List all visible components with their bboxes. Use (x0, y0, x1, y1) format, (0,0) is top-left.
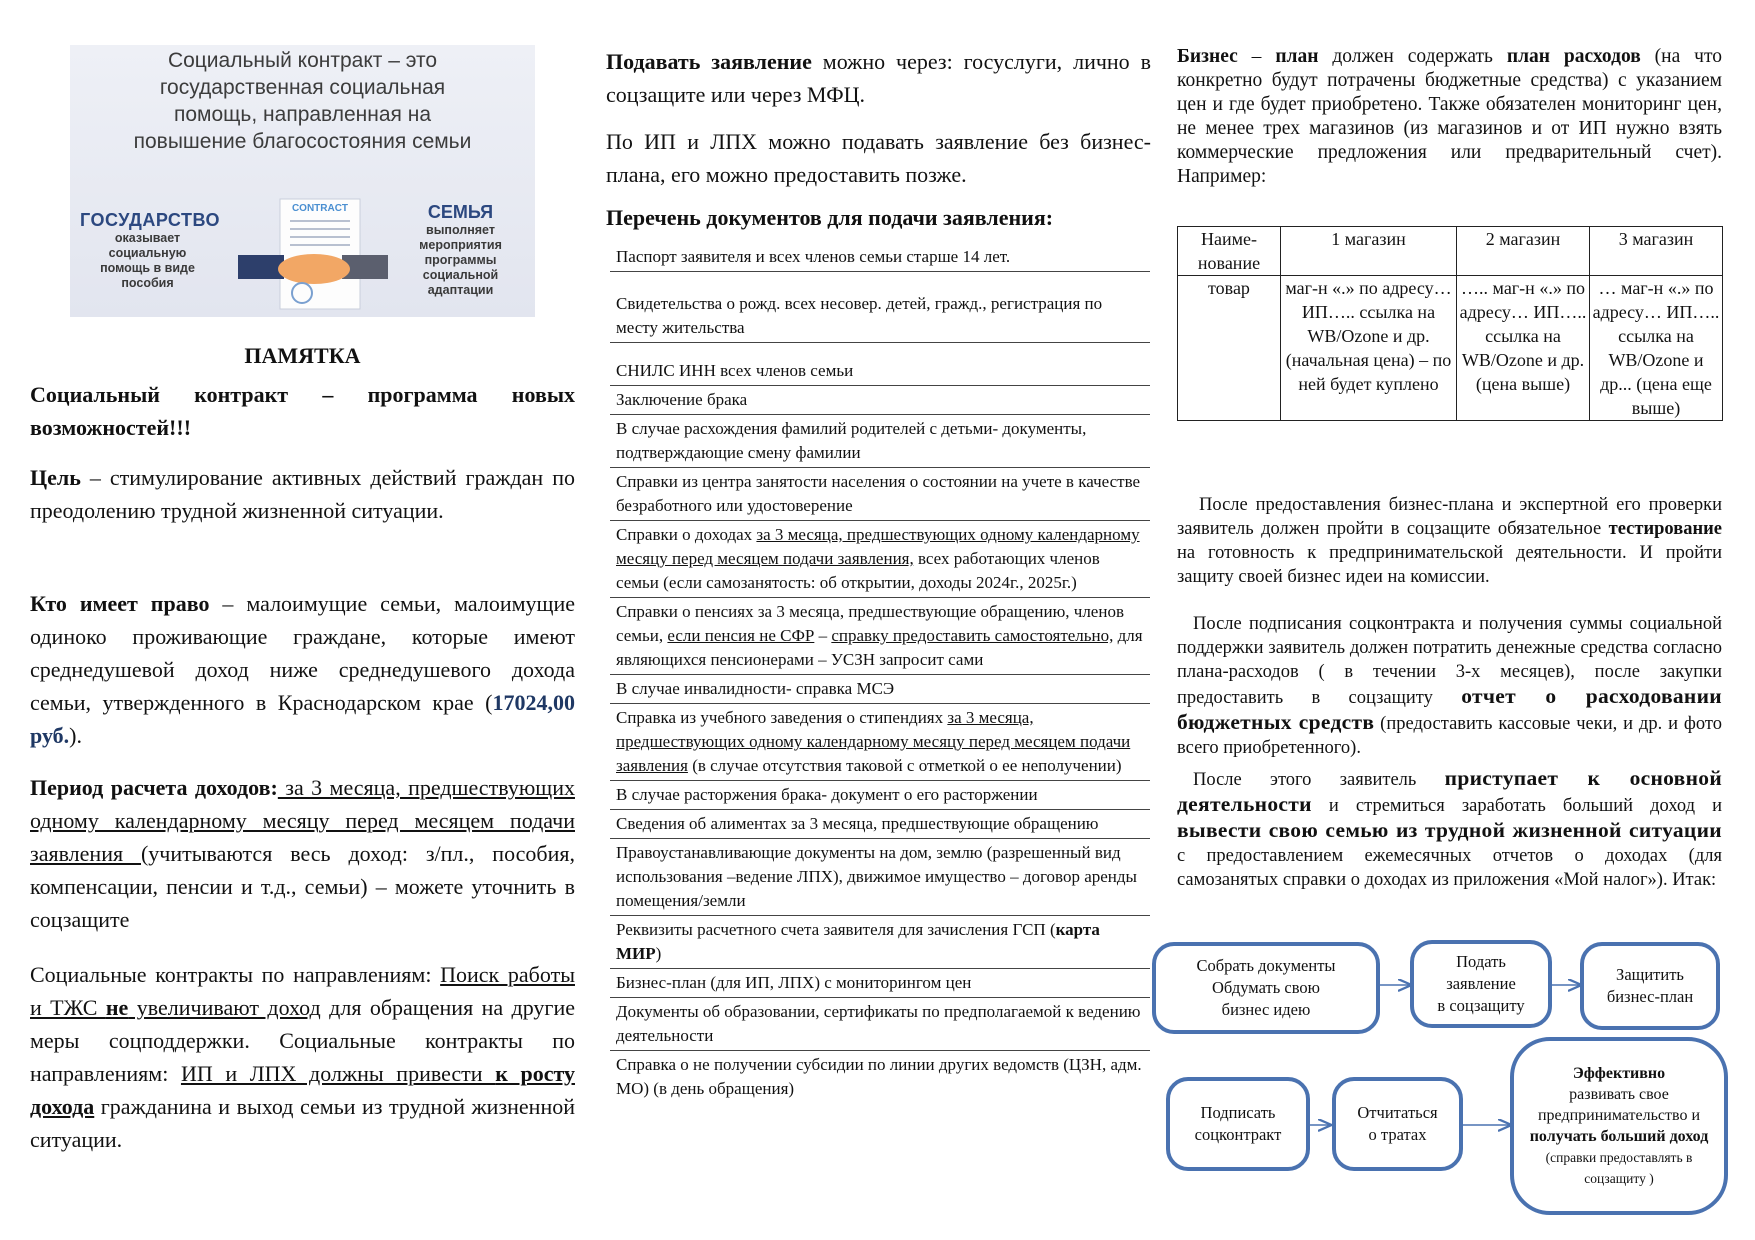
document-list-item: В случае инвалидности- справка МСЭ (610, 675, 1150, 704)
ip-note-paragraph: По ИП и ЛПХ можно подавать заявление без бизнес-плана, его можно предоставить позже. (606, 129, 1151, 187)
banner-title-line: повышение благосостояния семьи (133, 130, 472, 153)
bp-text: должен содержать (1318, 46, 1507, 67)
flow-step-text: о тратах (1368, 1125, 1427, 1144)
doc-underlined: за 3 месяца, предшествующих одному календарному месяцу перед месяцем подачи заявления (616, 708, 1131, 775)
motto-text: Социальный контракт – программа новых возможностей!!! (30, 382, 575, 440)
banner-family-heading: СЕМЬЯ (427, 202, 494, 222)
flow-step-text: Обдумать свою (1211, 978, 1320, 997)
contracts-text: для обращения на другие меры соцподдержки. Социальные контракты по направлениям: (30, 995, 575, 1086)
bp-text: – (1237, 46, 1276, 67)
income-period-underlined: за 3 месяца, предшествующих одному календарному месяцу перед месяцем подачи заявления (30, 775, 575, 866)
activity-text: После этого заявитель (1193, 770, 1445, 790)
page-title: ПАМЯТКА (244, 343, 361, 368)
flow-step-text: Подписать (1200, 1103, 1276, 1122)
testing-text: на готовность к предпринимательской деятельности. И пройти защиту своей бизнес идеи на комиссии. (1177, 543, 1722, 587)
table-header-cell: 2 магазин (1457, 227, 1590, 276)
flow-step-bold: Эффективно (1572, 1065, 1666, 1082)
testing-bold: тестирование (1608, 519, 1722, 539)
contracts-bold: к росту дохода (30, 1061, 575, 1119)
report-bold: отчет о расходовании бюджетных средств (1177, 684, 1722, 734)
banner-state-heading: ГОСУДАРСТВО (80, 210, 220, 230)
banner-family-line: адаптации (427, 283, 494, 297)
eligibility-end: ). (69, 723, 82, 748)
document-list-item: Справки из центра занятости населения о состоянии на учете в качестве безработного или удостоверение (610, 468, 1150, 521)
document-list-heading: Перечень документов для подачи заявления: (606, 205, 1054, 230)
income-period-label: Период расчета доходов: (30, 775, 278, 800)
submission-label: Подавать заявление (606, 49, 812, 74)
flow-step-bold: получать больший доход (1529, 1128, 1709, 1145)
activity-bold: вывести свою семью из трудной жизненной ситуации (1177, 818, 1722, 842)
eligibility-text: – малоимущие семьи, малоимущие одиноко проживающие граждане, которые имеют среднедушевой доход ниже среднедушевого дохода семьи, утвержденного в Краснодарском крае ( (30, 591, 576, 715)
submission-text: можно через: госуслуги, лично в соцзащите или через МФЦ. (606, 49, 1151, 107)
document-list-item: Паспорт заявителя и всех членов семьи старше 14 лет. (610, 243, 1150, 272)
banner-family-line: программы (424, 253, 497, 267)
flow-step-text: (справки предоставлять в соцзащиту ) (1545, 1150, 1693, 1186)
contracts-underlined: Поиск работы и ТЖС (30, 962, 575, 1020)
goal-text: – стимулирование активных действий граждан по преодолению трудной жизненной ситуации. (30, 465, 575, 523)
banner-state-line: пособия (121, 276, 174, 290)
contracts-bold: не (105, 995, 129, 1020)
flow-step-text: Отчитаться (1357, 1103, 1438, 1122)
doc-bold: карта МИР (616, 920, 1100, 963)
banner-family-line: социальной (422, 268, 499, 282)
flow-step-develop-business (1510, 1037, 1728, 1215)
flow-step-collect-documents (1152, 942, 1380, 1034)
banner-state-line: помощь в виде (100, 261, 195, 275)
document-list-item: Бизнес-план (для ИП, ЛПХ) с мониторингом цен (610, 969, 1150, 998)
table-header-cell: 1 магазин (1281, 227, 1457, 276)
doc-text: (в случае отсутствия таковой с отметкой о ее неполучении) (687, 756, 1122, 775)
flow-step-report-spending (1332, 1077, 1463, 1171)
flow-step-sign-contract (1166, 1077, 1310, 1171)
table-cell: … маг-н «.» по адресу… ИП….. ссылка на WB/Ozone и др... (цена еще выше) (1590, 276, 1723, 421)
table-header-cell: Наиме-нование (1178, 227, 1281, 276)
flow-step-text: Собрать документы (1196, 956, 1336, 975)
banner-title-line: государственная социальная (159, 76, 446, 99)
banner-title-line: помощь, направленная на (173, 103, 432, 126)
bp-text: (на что конкретно будут потрачены бюджетные средства) с указанием цен и где будет приобретено. Также обязателен мониторинг цен, не менее трех магазинов (из магазинов и от ИП нужно взять коммерческие предложения или предварительный счет). Например: (1177, 46, 1722, 187)
report-text: После подписания соцконтракта и получения суммы социальной поддержки заявитель должен потратить денежные средства согласно плана-расходов ( в течении 3-х месяцев), после закупки предоставить в соцзащиту (1177, 614, 1722, 708)
contracts-text: гражданина и выход семьи из трудной жизненной ситуации. (30, 1094, 575, 1152)
table-cell: маг-н «.» по адресу… ИП….. ссылка на WB/Ozone и др. (начальная цена) – по ней будет куплено (1281, 276, 1457, 421)
flow-step-defend-plan (1580, 942, 1720, 1030)
document-list-item: Правоустанавливающие документы на дом, землю (разрешенный вид использования –ведение ЛПХ), движимое имущество – договор аренды помещения/земли (610, 839, 1150, 916)
document-list-item: СНИЛС ИНН всех членов семьи (610, 357, 1150, 386)
doc-underlined: за 3 месяца, предшествующих одному календарному месяцу перед месяцем подачи заявления, (616, 525, 1140, 568)
banner-family-line: выполняет (426, 223, 495, 237)
document-list-item: Заключение брака (610, 386, 1150, 415)
bp-bold: Бизнес (1177, 46, 1238, 67)
flow-step-text: бизнес идею (1221, 1000, 1311, 1019)
doc-text: ) (655, 944, 662, 963)
flow-step-text: бизнес-план (1606, 987, 1694, 1006)
flow-step-text: заявление (1446, 974, 1516, 993)
document-list-item: Свидетельства о рожд. всех несовер. детей, гражд., регистрация по месту жительства (610, 290, 1150, 343)
table-cell: товар (1178, 276, 1281, 421)
flow-step-text: в соцзащиту (1437, 996, 1525, 1015)
contract-label: CONTRACT (291, 203, 349, 214)
doc-text: для являющихся пенсионерами – УСЗН запросит сами (616, 626, 1143, 669)
report-text: (предоставить кассовые чеки, и др. и фото всего приобретенного). (1177, 714, 1722, 758)
table-cell: ….. маг-н «.» по адресу… ИП….. ссылка на WB/Ozone и др. (цена выше) (1457, 276, 1590, 421)
document-list-item: В случае расхождения фамилий родителей с детьми- документы, подтверждающие смену фамилии (610, 415, 1150, 468)
doc-underlined: справку предоставить самостоятельно, (831, 626, 1114, 645)
document-list-item: Документы об образовании, сертификаты по предполагаемой к ведению деятельности (610, 998, 1150, 1051)
eligibility-label: Кто имеет право (30, 591, 210, 616)
flow-step-text: развивать свое предпринимательство и (1537, 1086, 1701, 1124)
doc-text: – (814, 626, 832, 645)
income-threshold: 17024,00 руб. (30, 690, 575, 748)
bp-bold: план (1275, 46, 1319, 67)
banner-family-line: мероприятия (419, 238, 502, 252)
contracts-underlined: ИП и ЛПХ должны привести (180, 1061, 496, 1086)
doc-text: Реквизиты расчетного счета заявителя для зачисления ГСП ( (616, 920, 1056, 939)
doc-text: Справки о пенсиях за 3 месяца, предшествующие обращению, членов семьи, (616, 602, 1124, 645)
table-header-cell: 3 магазин (1590, 227, 1723, 276)
flow-step-submit-application (1410, 940, 1552, 1028)
contracts-underlined: увеличивают доход (128, 995, 321, 1020)
doc-text: всех работающих членов семьи (если самозанятость: об открытии, доходы 2024г., 2025г.) (616, 549, 1100, 592)
doc-text: Справки о доходах (616, 525, 757, 544)
doc-text: Справка из учебного заведения о стипендиях (616, 708, 948, 727)
flow-step-text: Защитить (1616, 965, 1684, 984)
banner-state-line: оказывает (114, 231, 181, 245)
goal-label: Цель (30, 465, 81, 490)
banner-state-line: социальную (108, 246, 187, 260)
document-list-item: Сведения об алиментах за 3 месяца, предшествующие обращению (610, 810, 1150, 839)
activity-bold: приступает к основной деятельности (1177, 766, 1723, 816)
income-period-text: (учитываются весь доход: з/пл., пособия, компенсации, пенсии и т.д., семьи) – можете уточнить в соцзащите (30, 841, 575, 932)
contracts-text: Социальные контракты по направлениям: (30, 962, 441, 987)
doc-underlined: если пенсия не СФР (667, 626, 815, 645)
activity-text: с предоставлением ежемесячных отчетов о доходах (для самозанятых справки о доходах из приложения «Мой налог»). Итак: (1177, 846, 1722, 890)
flow-step-text: Подать (1456, 952, 1506, 971)
flow-step-text: соцконтракт (1194, 1125, 1282, 1144)
activity-text: и стремиться заработать больший доход и (1311, 796, 1722, 816)
banner-title-line: Социальный контракт – это (167, 49, 438, 72)
testing-text: После предоставления бизнес-плана и экспертной его проверки заявитель должен пройти в соцзащите обязательное (1177, 495, 1722, 539)
document-list-item: Справка о не получении субсидии по линии других ведомств (ЦЗН, адм. МО) (в день обращения) (616, 1055, 1142, 1098)
document-list-item: В случае расторжения брака- документ о его расторжении (610, 781, 1150, 810)
bp-bold: план расходов (1506, 46, 1641, 67)
